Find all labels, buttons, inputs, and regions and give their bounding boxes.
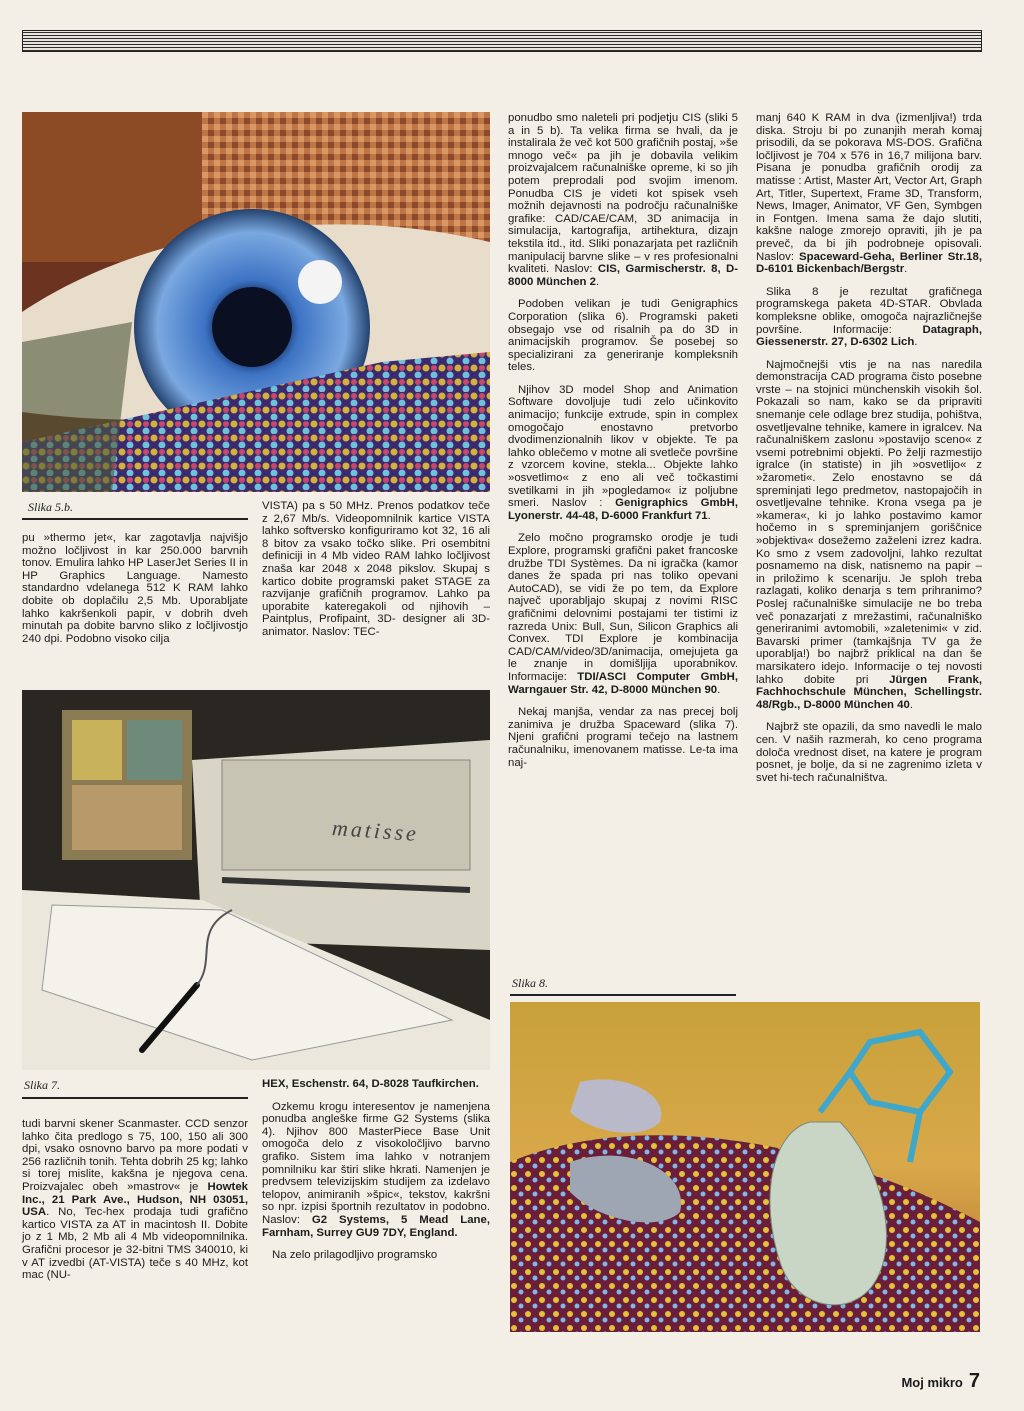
- paragraph-cad: Najmočnejši vtis je na nas naredila demonstracija CAD programa čisto posebne vrste – na stojnici münchenskih visokih šol. Pokazali so nam, kako se da pripraviti snemanje cele odlage brez studija, pohištva, osvetljevalne tehnike, kamere in igralcev. Na računalniškem zaslonu »postavijo sceno« z vsemi potrebnimi objekti. Po želji razmestijo igralce (in statiste) in jih »osvetlijo« z »žarometi«. Zelo enostavno se dá spreminjati lego predmetov, nastopajočih in osvetljevalne tehnike. Krona vsega pa je »kamera«, ki jo lahko postavimo kamor hočemo in s spreminjanjem goriščnice »objektiva« dosežemo zaželeni izrez kadra. Ko smo z vsem zadovoljni, lahko rezultat posnamemo na disk, natisnemo na papir – in priložimo k scenariju. Je sploh treba razlagati, koliko denarja s tem prihranimo? Poslej računalniške simulacije ne bo treba več ponazarjati z mrežastimi, računalniško generiranimi avtomobili, »zaletenimi« v zid. Bavarski primer (tamkajšnja TV ga že uporablja!) bo najbrž priklical na dan še marsikatero idejo. Informacije o tej novosti lahko dobite pri Jürgen Frank, Fachhochschule München, Schellingstr. 48/Rgb., D-8000 München 40.: [756, 358, 982, 711]
- caption-rule: [22, 1097, 248, 1099]
- paragraph-spaceward: manj 640 K RAM in dva (izmenljiva!) trda diska. Stroju bi po zunanjih merah komaj prisodili, da se pokorava MS-DOS. Grafična ločljivost je 704 x 576 in 16,7 milijona barv. Pisana je ponudba grafičnih orodij za matisse : Artist, Master Art, Vector Art, Graph Art, Titler, Supertext, Frame 3D, Transform, News, Imager, Animator, VF Gen, Symbgen in Fontgen. Imena sama že dajo slutiti, kakšne naloge zmorejo opraviti, jih je pa preveč, da bi jih podrobneje opisovali. Naslov: Spaceward-Geha, Berliner Str.18, D-6101 Bickenbach/Bergstr.: [756, 112, 982, 276]
- render-4dstar-image: [510, 1002, 980, 1332]
- caption-fig8: Slika 8.: [512, 976, 548, 990]
- page-footer: [901, 1370, 980, 1393]
- matisse-computer-image: [22, 690, 490, 1070]
- paragraph: pu »thermo jet«, kar zagotavlja najvišjo možno ločljivost in kar 250.000 barvnih tonov. Emulira lahko HP LaserJet Series II in HP Graphics Language. Namesto standardno vdelanega 512 K RAM lahko dobite ob doplačilu 2,5 Mb. Uporabljate lahko kakršenkoli papir, v dobrih dveh minutah pa dobite barvno sliko z ločljivostjo 240 dpi. Podobno visoko cilja: [22, 532, 248, 645]
- paragraph: Na zelo prilagodljivo programsko: [272, 1249, 438, 1262]
- paragraph: Nekaj manjša, vendar za nas precej bolj zanimiva je družba Spaceward (slika 7). Njeni grafični programi tečejo na lastnem računalniku, imenovanem matisse. Le-ta ima naj-: [508, 706, 738, 769]
- paragraph-cis: ponudbo smo naleteli pri podjetju CIS (sliki 5 a in 5 b). Ta velika firma se hvali, da je instalirala že več kot 500 grafičnih postaj, »še mnogo več« pa jih je dobavila velikim proizvajalcem računalniške opreme, ki so jih potem preprodali pod svojim imenom. Ponudba CIS je videti kot spisek vseh možnih dejavnosti na področju računalniške grafike: CAD/CAE/CAM, 3D animacija in simulacija, kartografija, artihektura, dizajn tekstila itd., itd. Sliki ponazarjata pet različnih manipulacij barvne slike – v res profesionalni kvaliteti. Naslov: CIS, Garmischerstr. 8, D-8000 München 2.: [508, 112, 738, 288]
- paragraph-tdi: Zelo močno programsko orodje je tudi Explore, programski grafični paket francoske družbe TDI Systèmes. Da ni igračka (kamor danes že spada pri nas toliko opevani AutoCAD), se vidi že po tem, da Explore največ uporabljajo skupaj z novimi RISC grafičnimi delovnimi postajami ter tistimi iz razreda Unix: Bull, Sun, Silicon Graphics ali Convex. TDI Explore je kombinacija CAD/CAM/video/3D/animacija, omejujeta ga le znanje in domišljija uporabnikov. Informacije: TDI/ASCI Computer GmbH, Warngauer Str. 42, D-8000 München 90.: [508, 532, 738, 696]
- paragraph-genigraphics: Njihov 3D model Shop and Animation Software dovoljuje tudi zelo učinkovito animacijo; funkcije extrude, spin in complex omogočajo enostavno pretvorbo dvodimenzionalnih likov v objekte. Te pa lahko oblečemo v motne ali svetleče površine z vzorcem kovine, stekla... Objekte lahko »osvetlimo« z eno ali več točkastimi svetilkami in jih »pogledamo« iz poljubne smeri. Naslov : Genigraphics GmbH, Lyonerstr. 44-48, D-6000 Frankfurt 71.: [508, 383, 739, 522]
- matisse-brand-label: matisse: [331, 814, 420, 847]
- paragraph-g2: Ozkemu krogu interesentov je namenjena ponudba angleške firme G2 Systems (slika 4). Njihov 800 MasterPiece Base Unit omogoča delo z visokoločljivo barvno grafiko. Sistem ima lahko v notranjem pomnilniku kar štiri slike hkrati. Namenjen je predvsem televizijskim studijem za izdelavo telopov, animiranih »špic«, tekstov, kakršni so npr. izpisi športnih rezultatov in podobno. Naslov: G2 Systems, 5 Mead Lane, Farnham, Surrey GU9 7DY, England.: [262, 1100, 490, 1239]
- paragraph: Najbrž ste opazili, da smo navedli le malo cen. V naših razmerah, ko ceno programa določa vrednost diset, na katere je program posnet, je bolje, da si ne zagrenimo izleta v svet hi-tech računalništva.: [756, 721, 982, 784]
- caption-fig7: Slika 7.: [24, 1078, 60, 1092]
- header-hatch-bar: [22, 30, 982, 52]
- text-column-bottom-center: [262, 1078, 490, 1272]
- paragraph: Podoben velikan je tudi Genigraphics Corporation (slika 6). Programski paketi obsegajo vse od risalnih pa do 3D in animacijskih programov. Še posebej so specializirani za generiranje kompleksnih teles.: [508, 298, 738, 374]
- text-column-mid-center: [262, 500, 490, 649]
- paragraph-howtek: tudi barvni skener Scanmaster. CCD senzor lahko čita predlogo s 75, 100, 150 ali 300 dpi, vsako osnovno barvo pa more podati v 256 različnih tonih. Tehta dobrih 25 kg; lahko si torej mislite, kakšna je njegova cena. Proizvajalec obeh »mastrov« je Howtek Inc., 21 Park Ave., Hudson, NH 03051, USA. No, Tec-hex prodaja tudi grafično kartico VISTA za AT in macintosh II. Dobite jo z 1 Mb, 2 Mb ali 4 Mb videopomnilnika. Grafični procesor je 32-bitni TMS 340010, ki v AT izvedbi (AT-VISTA) teče s 40 MHz, kot mac (NU-: [22, 1118, 248, 1282]
- paragraph-4dstar: Slika 8 je rezultat grafičnega programskega paketa 4D-STAR. Obvlada kompleksne oblike, omogoča najrazličnejše površine. Informacije: Datagraph, Giessenerstr. 27, D-6302 Lich.: [756, 285, 982, 349]
- eye-image: [22, 112, 490, 492]
- caption-fig5b: Slika 5.b.: [28, 500, 73, 514]
- page-number: 7: [968, 1370, 980, 1392]
- magazine-name: Moj mikro: [901, 1375, 963, 1390]
- text-column-right-2: [756, 112, 982, 794]
- caption-rule: [510, 994, 736, 996]
- text-column-bottom-left: [22, 1118, 248, 1292]
- paragraph-techex-address: HEX, Eschenstr. 64, D-8028 Taufkirchen.: [262, 1078, 479, 1090]
- caption-rule: [22, 518, 248, 520]
- paragraph: VISTA) pa s 50 MHz. Prenos podatkov teče z 2,67 Mb/s. Videopomnilnik kartice VISTA lahko softversko konfiguriramo kot 32, 16 ali 8 bitov za vsako točko slike. Pri osembitni definiciji in 4 Mb video RAM lahko ločljivost znaša kar 2048 x 2048 pikslov. Skupaj s kartico dobite programski paket STAGE za razvijanje grafičnih programov. Lahko pa uporabite kateregakoli od njihovih – Paintplus, Profipaint, 3D- designer ali 3D-animator. Naslov: TEC-: [262, 500, 490, 638]
- text-column-mid-left: [22, 532, 248, 655]
- text-column-right-1: [508, 112, 738, 779]
